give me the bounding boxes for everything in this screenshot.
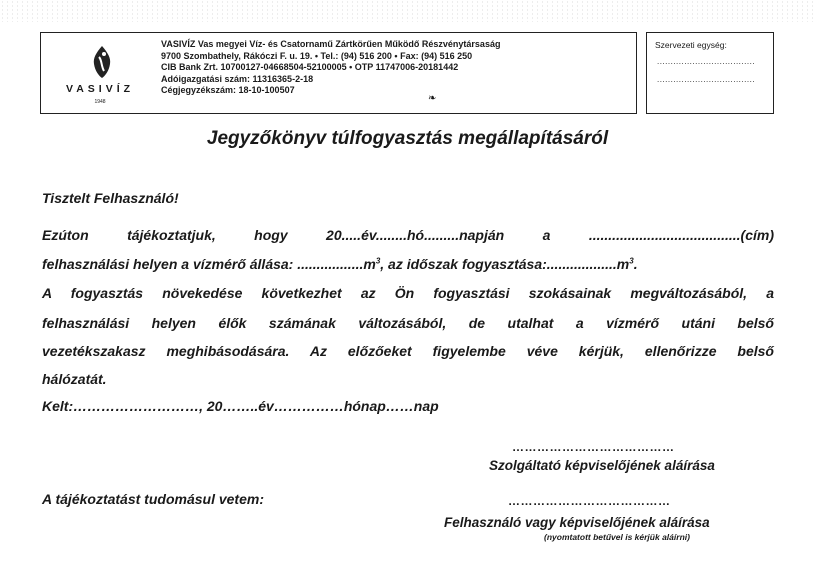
scan-noise xyxy=(0,0,815,22)
company-name: VASIVÍZ Vas megyei Víz- és Csatornamű Zártkörűen Működő Részvénytársaság xyxy=(161,39,501,49)
paragraph-line-3: vezetékszakasz meghibásodására. Az előzőeket figyelembe véve kérjük, ellenőrizze belső xyxy=(42,343,774,359)
unit-superscript: 3 xyxy=(629,256,634,266)
provider-signature-line: ………………………………… xyxy=(512,440,675,454)
consumption-text: , az időszak fogyasztása:..................m xyxy=(380,256,630,272)
org-unit-dots-1: .................................... xyxy=(657,57,756,66)
logo-wordmark: VASIVÍZ xyxy=(65,83,135,95)
user-signature-label: Felhasználó vagy képviselőjének aláírása xyxy=(444,515,710,530)
company-tax-number: Adóigazgatási szám: 11316365-2-18 xyxy=(161,73,314,84)
logo-drop-icon xyxy=(91,45,113,79)
org-unit-label: Szervezeti egység: xyxy=(655,40,727,50)
document-title: Jegyzőkönyv túlfogyasztás megállapításáról xyxy=(206,128,609,149)
company-address: 9700 Szombathely, Rákóczi F. u. 19. • Tel.: (94) 516 200 • Fax: (94) 516 250 xyxy=(161,50,473,61)
user-signature-note: (nyomtatott betűvel is kérjük aláírni) xyxy=(544,532,690,542)
body-line-2 xyxy=(42,256,774,272)
scan-mark: ❧ xyxy=(428,93,437,104)
provider-signature-label: Szolgáltató képviselőjének aláírása xyxy=(489,458,715,473)
line-end: . xyxy=(633,256,638,272)
org-unit-box xyxy=(646,32,774,114)
company-registry: Cégjegyzékszám: 18-10-100507 xyxy=(161,85,295,95)
paragraph-line-1: A fogyasztás növekedése következhet az Ön fogyasztási szokásainak megváltozásából, a xyxy=(42,285,774,301)
paragraph-line-4: hálózatát. xyxy=(42,371,107,387)
user-signature-line: ………………………………… xyxy=(508,494,671,508)
kelt-line: Kelt:………………………, 20……..év……………hónap……nap xyxy=(42,398,439,414)
vasiviz-logo xyxy=(41,33,151,113)
unit-superscript: 3 xyxy=(375,256,381,266)
org-unit-dots-2: .................................... xyxy=(657,75,756,84)
body-line-1: Ezúton tájékoztatjuk, hogy 20.....év........hó.........napján a .......................................(cím) xyxy=(42,227,774,243)
logo-year: 1948 xyxy=(94,99,106,105)
acknowledgement-label: A tájékoztatást tudomásul vetem: xyxy=(42,491,264,507)
letterhead xyxy=(40,32,637,114)
company-bank: CIB Bank Zrt. 10700127-04668504-52100005 • OTP 11747006-20181442 xyxy=(161,62,459,72)
meter-reading-text: felhasználási helyen a vízmérő állása: .................m xyxy=(42,256,376,272)
paragraph-line-2: felhasználási helyen élők számának változásából, de utalhat a vízmérő utáni belső xyxy=(42,315,774,331)
greeting: Tisztelt Felhasználó! xyxy=(42,190,179,206)
company-details xyxy=(161,39,500,97)
